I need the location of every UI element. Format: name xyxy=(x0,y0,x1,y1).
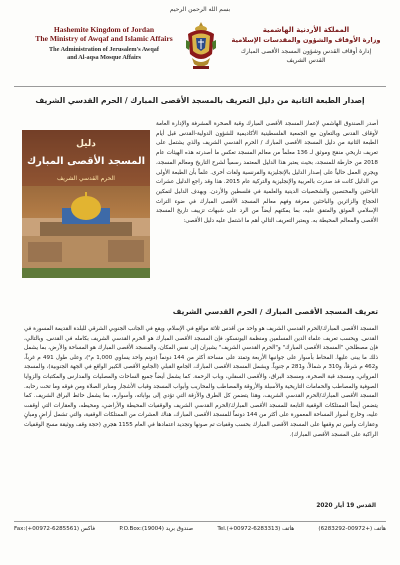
footer-phone: هاتف (+00972-6283292) xyxy=(318,526,386,532)
book-cover-image xyxy=(22,130,150,278)
contact-footer xyxy=(14,526,386,532)
arabic-letterhead xyxy=(226,25,386,65)
letterhead-kingdom-en: Hashemite Kingdom of Jordan xyxy=(53,25,155,34)
intro-paragraph: أصدر الصندوق الهاشمي لإعمار المسجد الأقصى المبارك وقبة الصخرة المشرفة والإدارة العامة لأوقاف القدس وبالتعاون مع الجمعية الفلسطينية الأكاديمية للشؤون الدولية-القدس قبل أيام الطبعة الثانية من دليل المسجد الأقصى المبارك / الحرم القدسي الشريف والذي يشتمل على تعريف تاريخي منقح وموثق لـ 136 معلماً من معالم المسجد تعكس ما أصدرته هذه الهيئات عام 2018 من خارطة للمسجد، بحيث يعتبر هذا الدليل المعتمد رسمياً لشرح التاريخ ومعالم المسجد، ويجري العمل حالياً على إصدار الدليل بالإنجليزية والفرنسية ولغات أخرى. علماً بأن الطبعة الأولى من الدليل كانت قد صدرت بالعربية والإنجليزية والتركية عام 2015. هذا وقد راجع الدليل عشرات الباحثين والمختصين والشخصيات الدينية والعلمية في فلسطين والأردن. ويهدف الدليل لتمكين الحجاج والزائرين والباحثين معرفة وفهم معالم المسجد الأقصى المبارك في ضوء التراث الإسلامي الموثق والمتفق عليه، بما يمكنهم أيضاً من الرد على شبهات تزييف تاريخ المسجد الأقصى والمعالم المحيطة به. ويعتبر التعريف التالي أهم ما اشتمل عليه دليل الأقصى: xyxy=(156,121,379,225)
definition-paragraph: المسجد الأقصى المبارك/الحرم القدسي الشريف هو واحد من أقدس ثلاثة مواقع في الإسلام، ويقع في الجانب الجنوبي الشرقي للبلدة القديمة المسورة في القدس. ويحسب تعريف علماء الدين المسلمين ومنظمة اليونسكو، فإن المسجد الأقصى المبارك هو الحرم القدسي الشريف بكامله في القدس. وبالتالي، فإن مصطلحي "المسجد الأقصى المبارك" و"الحرم القدسي الشريف" يشيران إلى نفس المكان، والمسجد الأقصى المبارك هو المساحة والأرض، بما يشمل ذلك ما يبنى عليها. المحاط بأسوار على جوانبها الأربعة وتمتد على مساحة أكثر من 144 دونماً (دونم واحد يساوي 1,000 م²)، وعلى طول 491 م غرباً، و462 م شرقاً، و310 م شمالاً، و281 م جنوباً. ويشمل المسجد الأقصى المبارك، الجامع القبلي (الجامع الأقصى الكبير الواقع في الجهة الجنوبية)، والمسجد المرواني، ومسجد قبة الصخرة، ومسجد البراق، والأقصى السفلي، وباب الرحمة. كما يشمل أيضاً جميع الساحات والمصليات والمدارس والمكتبات والزوايا الصوفية والمصاطب والحمامات التاريخية والأسبلة والأروقة والمصاطب والمحاريب وأبواب المسجد وقباب الأشجار ومنابر الصلاة ومن فوقه وما تحت رحابه. المسجد الأقصى المبارك/الحرم القدسي الشريف، وهذا يتضمن كل الطرق والأزقة التي تؤدي إلى بواباته، وأسواره، بما يشمل حائط البراق الشريف. كما يتضمن أيضاً الممتلكات الوقفية التابعة للمسجد الأقصى المبارك/الحرم القدسي الشريف والوقفيات المحيطة والأراضي، ومحيطه، والعقارات التي أوقفت عليه، وخارج أسوار المساحة المعمورة على أكثر من 144 دونماً للمسجد الأقصى المبارك، هناك العشرات من الممتلكات الوقفية، والتي تشمل أراضٍ ومبانٍ وعقارات وأمين تم وقفها على المسجد الأقصى المبارك بحسب وقفيات تم صونها وتجديد اعتمادها في العام 1155 هجري (حجة وقف ووثيقة مسح الوقفيات الراكبة على المسجد الأقصى المبارك). xyxy=(24,326,379,438)
coat-of-arms-icon xyxy=(184,20,218,74)
document-title: إصدار الطبعة الثانية من دليل التعريف بالمسجد الأقصى المبارك / الحرم القدسي الشريف xyxy=(35,96,365,105)
letterhead-administration-ar: إدارة أوقاف القدس وشؤون المسجد الأقصى المبارك xyxy=(240,48,372,55)
basmala: بسم الله الرحمن الرحيم xyxy=(169,6,231,13)
letterhead-ministry-ar: وزارة الأوقاف والشؤون والمقدسات الإسلامية xyxy=(231,36,381,44)
footer-pobox: P.O.Box:(19004) صندوق بريد xyxy=(119,526,194,532)
letterhead-kingdom-ar: المملكة الأردنية الهاشمية xyxy=(262,26,350,34)
letterhead-mosque-affairs-en: and Al-aqsa Mosque Affairs xyxy=(67,54,141,61)
book-cover-subtitle: المسجد الأقصى المبارك xyxy=(26,156,146,167)
letterhead-administration-en: The Administration of Jerusalem's Awqaf xyxy=(49,46,159,53)
issue-date: القدس 19 أيار 2020 xyxy=(316,503,376,509)
book-cover-tagline: الحرم القدسي الشريف xyxy=(57,175,115,182)
english-letterhead xyxy=(24,25,184,62)
footer-tel: Tel.(+00972-6283313) هاتف xyxy=(217,526,295,532)
letterhead-city-ar: القدس الشريف xyxy=(286,57,326,64)
header-divider xyxy=(14,86,386,87)
book-cover-title: دليل xyxy=(76,139,96,149)
section-heading: تعريف المسجد الأقصى المبارك / الحرم القدسي الشريف xyxy=(172,307,378,316)
footer-fax: Fax:(+00972-6285561) فاكس xyxy=(14,526,96,532)
letterhead-ministry-en: The Ministry of Awqaf and Islamic Affairs xyxy=(35,34,173,43)
footer-divider xyxy=(14,521,386,522)
